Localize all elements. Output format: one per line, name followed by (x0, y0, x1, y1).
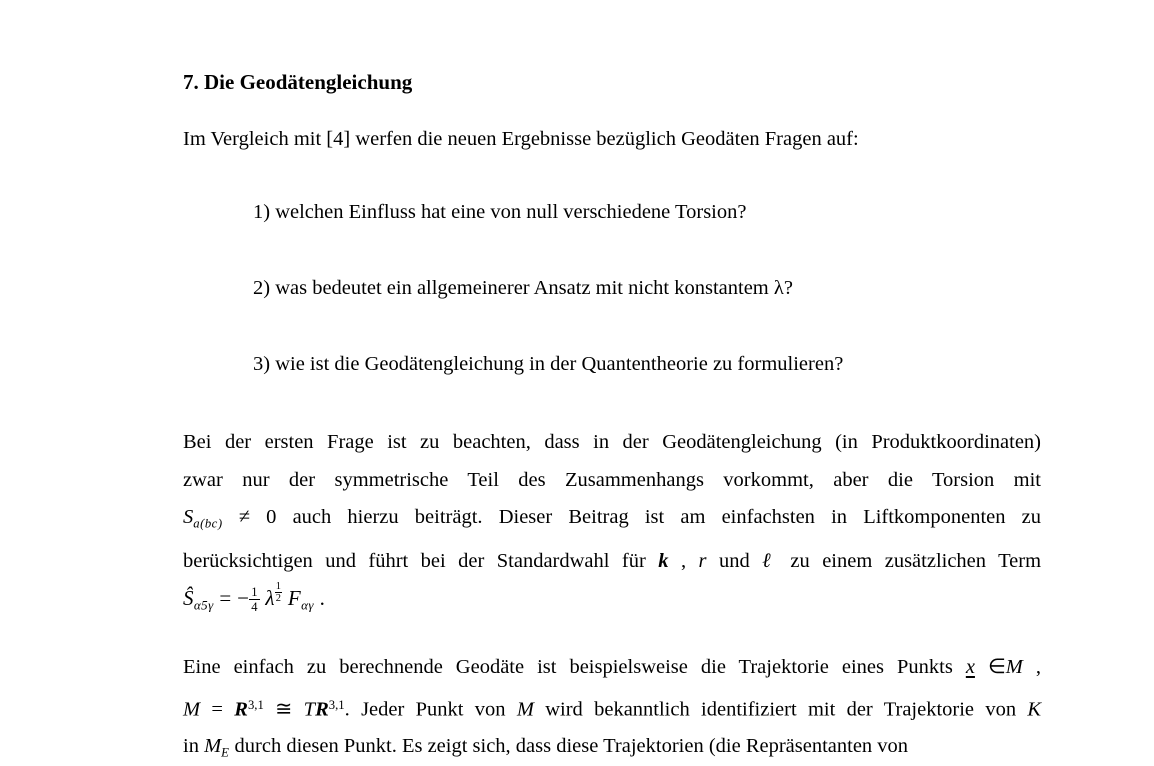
text-line (183, 499, 1041, 543)
math-var-M: M (183, 697, 201, 720)
text-line (183, 687, 1041, 729)
math-lambda: λ (265, 586, 275, 611)
math-equals: = (211, 697, 223, 720)
text-segment: berücksichtigen und führt bei der Standardwahl für (183, 549, 646, 572)
section-heading: 7. Die Geodätengleichung (183, 70, 413, 94)
math-var-M: M (204, 735, 222, 758)
math-relation: ≠ 0 (238, 506, 277, 528)
punctuation: . (319, 586, 326, 611)
text-line: zwar nur der symmetrische Teil des Zusammenhangs vorkommt, aber die Torsion mit (183, 468, 1041, 491)
math-minus: − (237, 586, 250, 611)
math-var-M: M (1005, 656, 1023, 678)
math-var-r: r (698, 549, 707, 572)
math-var-x-underlined: x (965, 656, 975, 678)
math-equals: = (219, 586, 232, 611)
text-segment: und (718, 549, 750, 572)
text-segment: zu einem zusätzlichen Term (790, 549, 1042, 572)
math-F-subscript: αγ (301, 597, 315, 613)
math-R-superscript: 3,1 (247, 697, 264, 712)
math-exponent-half: $\frac{1}{2}$ (275, 580, 282, 605)
text-segment: Eine einfach zu berechnende Geodäte ist beispielsweise die Trajektorie eines Punkts (183, 656, 953, 678)
text-line (183, 649, 1041, 687)
math-S-hat-subscript: α5γ (193, 597, 214, 613)
math-congruent: ≅ (275, 697, 293, 720)
text-line (183, 728, 1041, 766)
punctuation: , (680, 549, 687, 572)
text-segment: wird bekanntlich identifiziert mit der Trajektorie von (545, 697, 1017, 720)
math-var-k: k (658, 549, 669, 572)
text-line (183, 543, 1041, 581)
punctuation: , (1035, 656, 1041, 678)
paragraph-geodesic-example (183, 649, 1041, 766)
text-segment: durch diesen Punkt. Es zeigt sich, dass diese Trajektorien (die Repräsentanten von (234, 735, 909, 758)
question-item-3: 3) wie ist die Geodätengleichung in der Quantentheorie zu formulieren? (253, 353, 844, 375)
math-torsion-subscript: a(bc) (193, 516, 223, 531)
paragraph-torsion (183, 424, 1041, 624)
math-var-R: R (234, 697, 248, 720)
intro-paragraph: Im Vergleich mit [4] werfen die neuen Ergebnisse bezüglich Geodäten Fragen auf: (183, 128, 859, 150)
math-torsion-symbol: S (183, 506, 194, 528)
question-item-1: 1) welchen Einfluss hat eine von null verschiedene Torsion? (253, 201, 747, 223)
text-line: Bei der ersten Frage ist zu beachten, dass in der Geodätengleichung (in Produktkoordinaten) (183, 431, 1041, 453)
formula-torsion-term (183, 580, 1041, 624)
math-S-hat: Ŝ (183, 586, 194, 611)
math-var-K: K (1027, 697, 1042, 720)
math-M-subscript-E: E (221, 745, 230, 760)
math-var-T: T (303, 697, 316, 720)
text-segment: . Jeder Punkt von (344, 697, 506, 720)
question-item-2: 2) was bedeutet ein allgemeinerer Ansatz mit nicht konstantem λ? (253, 277, 793, 299)
text-segment: auch hierzu beiträgt. Dieser Beitrag ist am einfachsten in Liftkomponenten zu (292, 506, 1042, 528)
math-var-R: R (315, 697, 329, 720)
math-element-of: ∈ (987, 656, 1006, 678)
math-var-ell: ℓ (762, 549, 778, 572)
text-segment: in (183, 735, 199, 758)
math-fraction-quarter: $\frac{1}{4}$ (251, 585, 258, 615)
math-var-M: M (516, 697, 534, 720)
math-F: F (287, 586, 302, 611)
math-R-superscript: 3,1 (328, 697, 345, 712)
